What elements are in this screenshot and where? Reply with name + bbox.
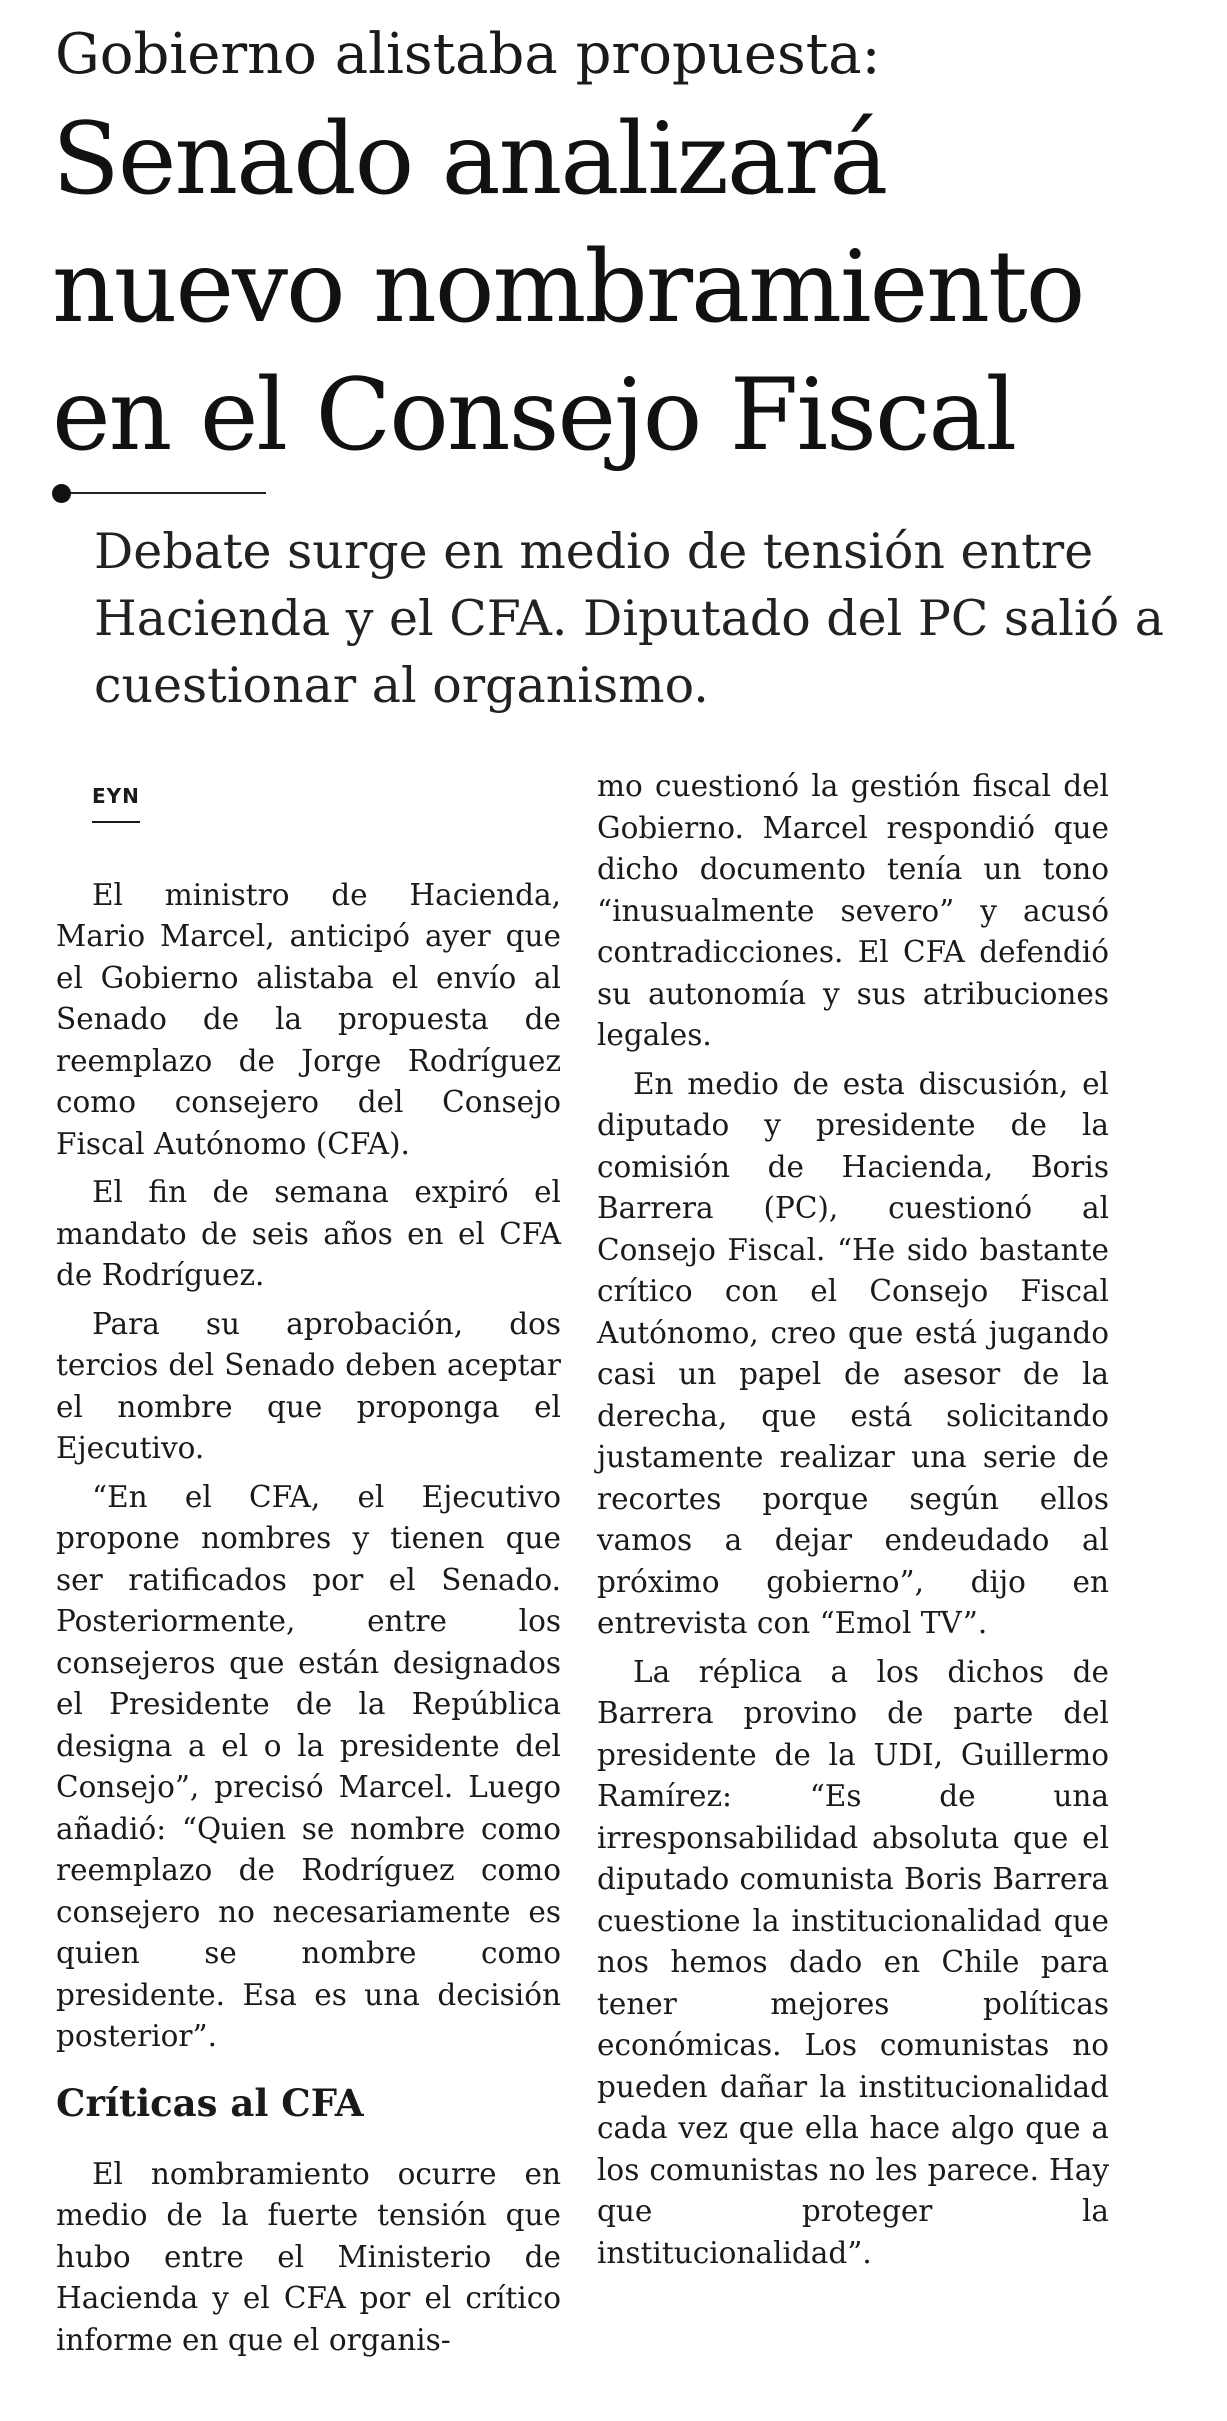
paragraph: El nombramiento ocurre en medio de la fuerte tensión que hubo entre el Ministerio de Hacienda y el CFA por el crítico informe en que el organis- bbox=[56, 2156, 561, 2357]
left-column bbox=[56, 768, 561, 2368]
byline: EYN bbox=[92, 776, 140, 823]
paragraph: El fin de semana expiró el mandato de seis años en el CFA de Rodríguez. bbox=[56, 1175, 561, 1292]
paragraph: El ministro de Hacienda, Mario Marcel, anticipó ayer que el Gobierno alistaba el envío al Senado de la propuesta de reemplazo de Jorge Rodríguez como consejero del Consejo Fiscal Autónomo (CFA). bbox=[56, 877, 561, 1161]
right-column bbox=[597, 766, 1109, 2281]
subheading: Críticas al CFA bbox=[56, 2080, 364, 2125]
kicker: Gobierno alistaba propuesta: bbox=[55, 22, 881, 87]
paragraph: En medio de esta discusión, el diputado y presidente de la comisión de Hacienda, Boris Barrera (PC), cuestionó al Consejo Fiscal. “He sido bastante crítico con el Consejo Fiscal Autónomo, creo que está jugando casi un papel de asesor de la derecha, que está solicitando justamente realizar una serie de recortes porque según ellos vamos a dejar endeudado al próximo gobierno”, dijo en entrevista con “Emol TV”. bbox=[597, 1066, 1109, 1640]
divider-line bbox=[56, 492, 266, 494]
paragraph: La réplica a los dichos de Barrera provino de parte del presidente de la UDI, Guillermo Ramírez: “Es de una irresponsabilidad absoluta que el diputado comunista Boris Barrera cuestione la institucionalidad que nos hemos dado en Chile para tener mejores políticas económicas. Los comunistas no pueden dañar la institucionalidad cada vez que ella hace algo que a los comunistas no les parece. Hay que proteger la institucionalidad”. bbox=[597, 1654, 1109, 2270]
paragraph: mo cuestionó la gestión fiscal del Gobierno. Marcel respondió que dicho documento tenía un tono “inusualmente severo” y acusó contradicciones. El CFA defendió su autonomía y sus atribuciones legales. bbox=[597, 769, 1109, 1052]
divider-dot bbox=[52, 484, 71, 503]
paragraph: “En el CFA, el Ejecutivo propone nombres y tienen que ser ratificados por el Senado. Posteriormente, entre los consejeros que están designados el Presidente de la República designa a el o la presidente del Consejo”, precisó Marcel. Luego añadió: “Quien se nombre como reemplazo de Rodríguez como consejero no necesariamente es quien se nombre como presidente. Esa es una decisión posterior”. bbox=[56, 1479, 561, 2053]
headline: Senado analizará nuevo nombramiento en el Consejo Fiscal bbox=[52, 102, 1084, 473]
paragraph: Para su aprobación, dos tercios del Senado deben aceptar el nombre que proponga el Ejecutivo. bbox=[56, 1306, 561, 1465]
deck: Debate surge en medio de tensión entre Hacienda y el CFA. Diputado del PC salió a cuestionar al organismo. bbox=[94, 523, 1164, 714]
